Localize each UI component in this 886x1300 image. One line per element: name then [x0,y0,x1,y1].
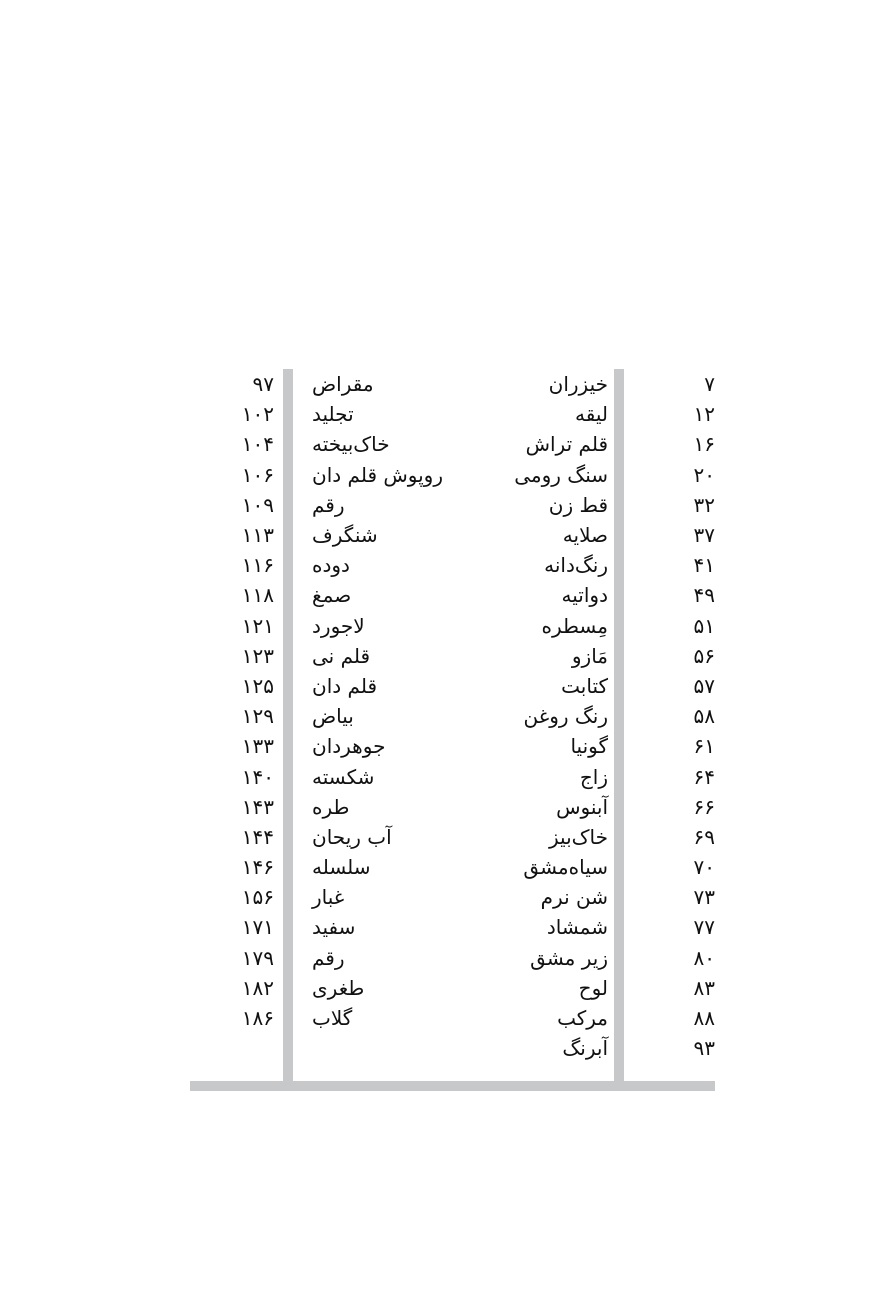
toc-term: سنگ رومی [514,462,608,487]
toc-page-number: ۱۳۳ [241,734,274,759]
toc-page-number: ۵۷ [693,673,715,698]
toc-term: قلم تراش [525,432,608,457]
toc-page-number: ۶۶ [693,794,715,819]
toc-term: مِسطره [541,613,608,638]
toc-term: رقم [312,492,345,517]
toc-page-number: ۱۱۳ [241,523,274,548]
toc-page-number: ۳۲ [693,492,715,517]
toc-page-number: ۶۱ [693,734,715,759]
toc-page-number: ۱۷۱ [241,915,274,940]
toc-page-number: ۱۸۲ [241,975,274,1000]
toc-term: دوده [312,553,350,578]
toc-term: خاک‌بیز [549,824,608,849]
toc-term: مَازو [571,643,608,668]
toc-term: سفید [312,915,356,940]
right-column-divider-rule [614,369,624,1081]
toc-page-number: ۵۱ [693,613,715,638]
toc-page-number: ۱۴۴ [241,824,274,849]
toc-page-number: ۷ [704,372,715,397]
toc-term: قلم دان [312,673,377,698]
toc-page-number: ۱۰۹ [241,492,274,517]
bottom-rule [190,1081,715,1091]
toc-page-number: ۸۸ [693,1006,715,1031]
toc-term: دواتیه [561,583,608,608]
toc-term: آب ریحان [312,824,392,849]
toc-page-number: ۱۸۶ [241,1006,274,1031]
toc-page-number: ۱۴۰ [241,764,274,789]
toc-term: سلسله [312,855,371,880]
toc-page-number: ۷۷ [693,915,715,940]
toc-term: شکسته [312,764,375,789]
toc-term: روپوش قلم دان [312,462,443,487]
toc-term: جوهردان [312,734,386,759]
toc-page-number: ۱۶ [693,432,715,457]
toc-term: بیاض [312,704,354,729]
toc-term: کتابت [561,673,608,698]
toc-term: لوح [578,975,608,1000]
toc-term: خاک‌بیخته [312,432,390,457]
toc-term: آبرنگ [562,1036,608,1061]
toc-term: لیقه [575,402,608,427]
left-column-divider-rule [283,369,293,1081]
toc-page-number: ۶۹ [693,824,715,849]
toc-term: قط زن [548,492,608,517]
toc-term: رنگ روغن [523,704,608,729]
toc-term: صمغ [312,583,352,608]
toc-page-number: ۵۶ [693,643,715,668]
toc-page-number: ۱۰۶ [241,462,274,487]
toc-page-number: ۸۰ [693,945,715,970]
toc-term: شمشاد [546,915,608,940]
toc-term: غبار [312,885,345,910]
toc-term: شنگرف [312,523,378,548]
toc-page-number: ۷۳ [693,885,715,910]
toc-term: آبنوس [556,794,608,819]
toc-page-number: ۱۰۲ [241,402,274,427]
toc-term: طغری [312,975,365,1000]
toc-term: سیاه‌مشق [523,855,608,880]
toc-term: طره [312,794,350,819]
toc-term: زیر مشق [530,945,608,970]
toc-page-number: ۱۲۳ [241,643,274,668]
toc-term: رقم [312,945,345,970]
toc-page-number: ۱۲۱ [241,613,274,638]
toc-page-number: ۱۴۶ [241,855,274,880]
toc-page-number: ۴۱ [693,553,715,578]
toc-page-number: ۱۲ [693,402,715,427]
toc-page-number: ۱۰۴ [241,432,274,457]
toc-page-number: ۴۹ [693,583,715,608]
toc-term: مقراض [312,372,374,397]
toc-page-number: ۱۷۹ [241,945,274,970]
toc-term: گونیا [570,734,608,759]
toc-page-number: ۱۲۵ [241,673,274,698]
toc-page-number: ۷۰ [693,855,715,880]
left-column-page-numbers [188,369,274,1033]
toc-term: تجلید [312,402,354,427]
toc-term: قلم نی [312,643,371,668]
toc-page-number: ۱۲۹ [241,704,274,729]
toc-page-number: ۵۸ [693,704,715,729]
toc-page-number: ۱۱۶ [241,553,274,578]
toc-page-number: ۱۴۳ [241,794,274,819]
toc-term: صلایه [562,523,608,548]
toc-page-number: ۲۰ [693,462,715,487]
right-column-page-numbers [645,369,715,1063]
toc-term: رنگ‌دانه [544,553,608,578]
toc-page-number: ۱۵۶ [241,885,274,910]
toc-page-number: ۳۷ [693,523,715,548]
toc-page-number: ۹۷ [252,372,274,397]
toc-term: گلاب [312,1006,353,1031]
toc-term: مرکب [557,1006,608,1031]
toc-page-number: ۸۳ [693,975,715,1000]
toc-term: خیزران [548,372,608,397]
left-column-terms [312,369,487,1033]
toc-term: زاج [579,764,608,789]
toc-term: شن نرم [540,885,608,910]
toc-page-number: ۶۴ [693,764,715,789]
toc-page-number: ۹۳ [693,1036,715,1061]
toc-term: لاجورد [312,613,365,638]
toc-page-number: ۱۱۸ [241,583,274,608]
